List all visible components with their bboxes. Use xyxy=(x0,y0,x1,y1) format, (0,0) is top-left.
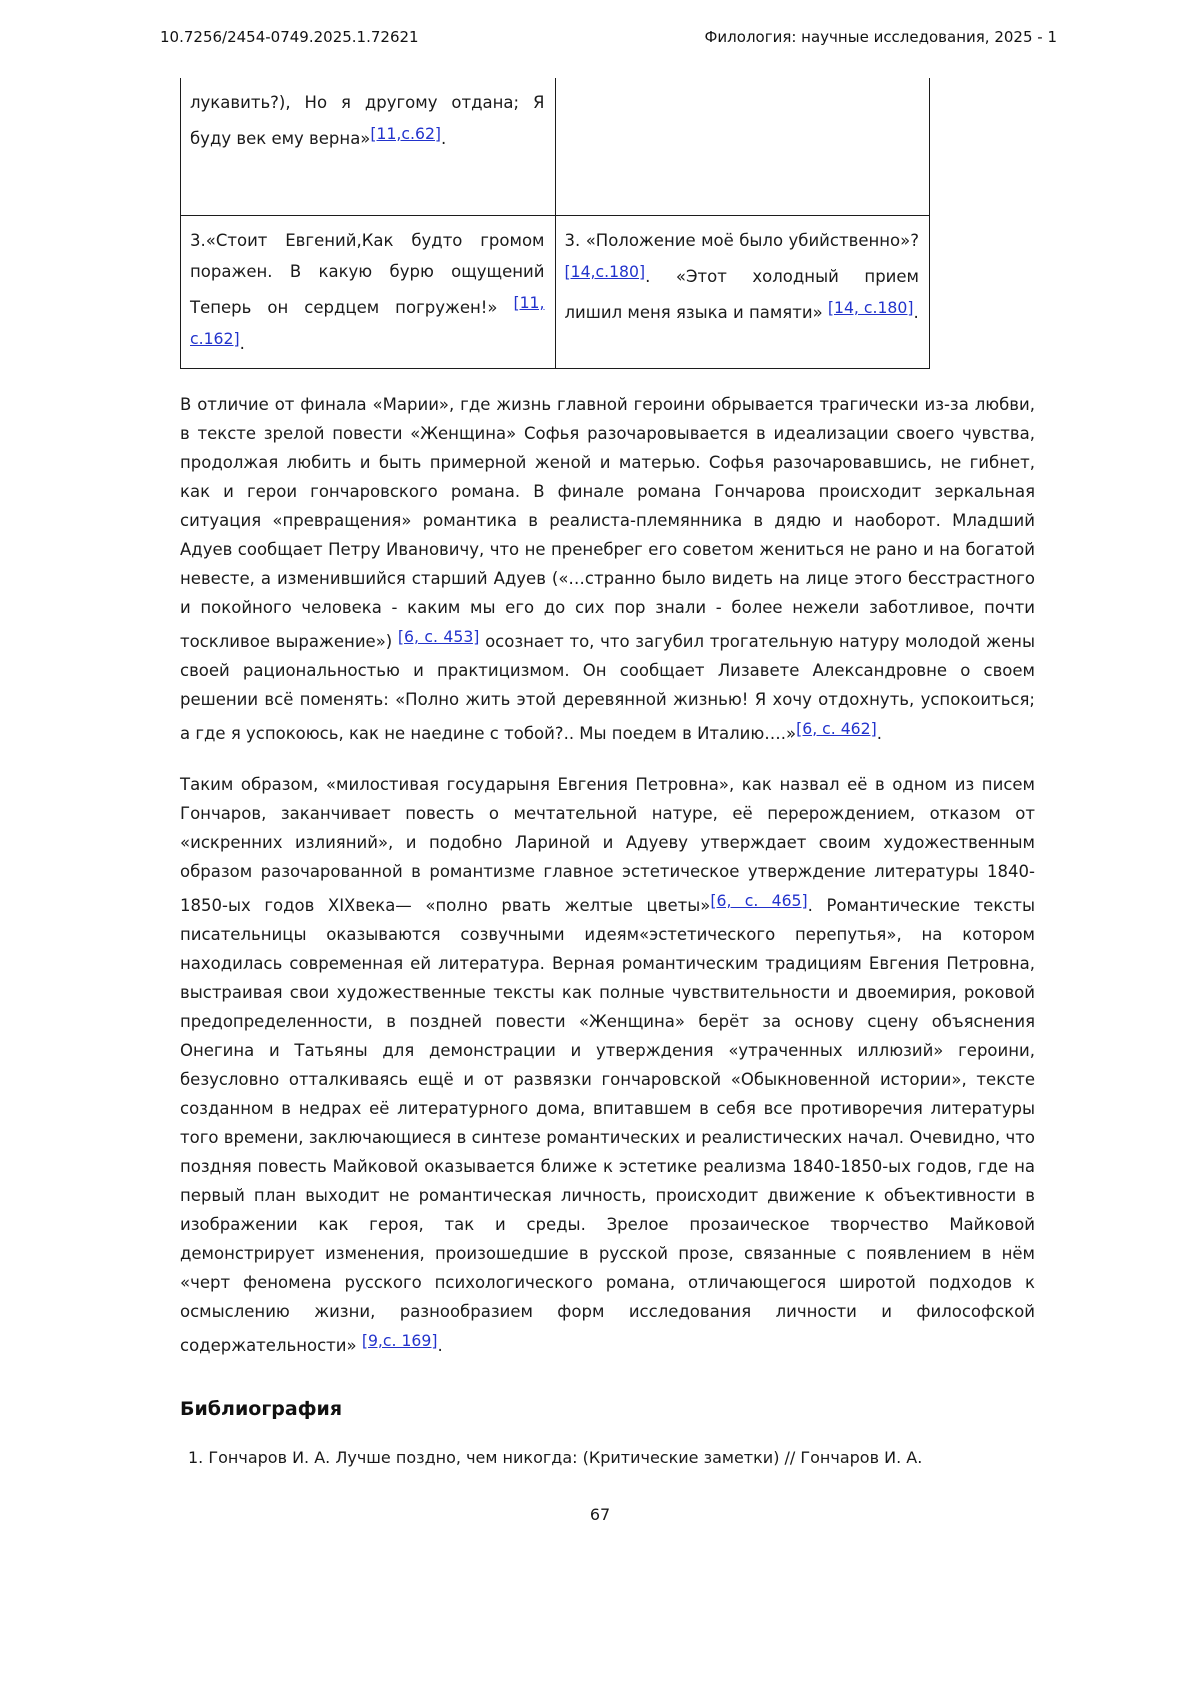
body-paragraph xyxy=(180,770,1035,1360)
text-run: . xyxy=(441,129,447,148)
doi-text: 10.7256/2454-0749.2025.1.72621 xyxy=(160,28,419,46)
citation-link[interactable]: [6, с. 453] xyxy=(397,626,480,646)
page-number: 67 xyxy=(589,1505,611,1524)
text-run: осознает то, что загубил трогательную натуру молодой жены своей рациональностью и практицизмом. Он сообщает Лизавете Александровне о своем решении всё поменять: «Полно жить этой деревянной жизнью! Я хочу отдохнуть, успокоиться; а где я успокоюсь, как не наедине с тобой?.. Мы поедем в Италию….» xyxy=(180,631,1035,743)
table-row xyxy=(181,78,930,215)
text-run: . xyxy=(437,1335,443,1355)
text-run: 3.«Стоит Евгений,Как будто громом поражен. В какую бурю ощущений Теперь он сердцем погружен!» xyxy=(190,230,545,317)
body-paragraph xyxy=(180,390,1035,748)
text-run: . xyxy=(913,302,919,322)
citation-link[interactable]: [14,с.180] xyxy=(564,261,646,281)
citation-link[interactable]: [11, с.162] xyxy=(190,292,545,348)
text-run: . xyxy=(876,723,882,743)
table-cell-left xyxy=(181,78,556,215)
page-header xyxy=(160,28,1057,46)
page-content xyxy=(180,78,1035,1470)
citation-link[interactable]: [9,с. 169] xyxy=(361,1330,438,1350)
text-run: . «Этот холодный прием лишил меня языка и памяти» xyxy=(564,266,919,322)
text-run: 3. «Положение моё было убийственно»? xyxy=(564,230,919,250)
text-run: В отличие от финала «Марии», где жизнь главной героини обрывается трагически из-за любви, в тексте зрелой повести «Женщина» Софья разочаровывается в идеализации своего чувства, продолжая любить и быть примерной женой и матерью. Софья разочаровавшись, не гибнет, как и герои гончаровского романа. В финале романа Гончарова происходит зеркальная ситуация «превращения» романтика в реалиста-племянника в дядю и наоборот. Младший Адуев сообщает Петру Ивановичу, что не пренебрег его советом жениться не рано и на богатой невесте, а изменившийся старший Адуев («…странно было видеть на лице этого бесстрастного и покойного человека - каким мы его до сих пор знали - более нежели заботливое, почти тоскливое выражение») xyxy=(180,394,1035,651)
citation-link[interactable]: [11,с.62] xyxy=(370,124,442,143)
citation-link[interactable]: [6, с. 465] xyxy=(710,890,808,910)
table-cell-right xyxy=(555,215,930,368)
text-run: . xyxy=(239,333,245,353)
table-row xyxy=(181,215,930,368)
quotes-comparison-table xyxy=(180,78,930,369)
citation-link[interactable]: [6, с. 462] xyxy=(796,718,877,738)
table-cell-right xyxy=(555,78,930,215)
bibliography-heading: Библиография xyxy=(180,1397,343,1420)
bibliography-item: 1. Гончаров И. А. Лучше поздно, чем никогда: (Критические заметки) // Гончаров И. А. xyxy=(188,1447,923,1467)
page-footer xyxy=(0,1505,1200,1524)
journal-title: Филология: научные исследования, 2025 - 1 xyxy=(704,28,1057,46)
text-run: лукавить?), Но я другому отдана; Я буду век ему верна» xyxy=(190,93,545,148)
text-run: Таким образом, «милостивая государыня Евгения Петровна», как назвал её в одном из писем Гончаров, заканчивает повесть о мечтательной натуре, её перерождением, отказом от «искренних излияний», и подобно Лариной и Адуеву утверждает своим художественным образом разочарованной в романтизме главное эстетическое утверждение литературы 1840-1850-ых годов XIXвека— «полно рвать желтые цветы» xyxy=(180,774,1035,915)
citation-link[interactable]: [14, с.180] xyxy=(827,297,914,317)
table-cell-left xyxy=(181,215,556,368)
text-run: . Романтические тексты писательницы оказываются созвучными идеям«эстетического перепутья», на котором находилась современная ей литература. Верная романтическим традициям Евгения Петровна, выстраивая свои художественные тексты как полные чувствительности и двоемирия, роковой предопределенности, в поздней повести «Женщина» берёт за основу сцену объяснения Онегина и Татьяны для демонстрации и утверждения «утраченных иллюзий» героини, безусловно отталкиваясь ещё и от развязки гончаровской «Обыкновенной истории», тексте созданном в недрах её литературного дома, впитавшем в себя все противоречия литературы того времени, заключающиеся в синтезе романтических и реалистических начал. Очевидно, что поздняя повесть Майковой оказывается ближе к эстетике реализма 1840-1850-ых годов, где на первый план выходит не романтическая личность, происходит движение к объективности в изображении как героя, так и среды. Зрелое прозаическое творчество Майковой демонстрирует изменения, произошедшие в русской прозе, связанные с появлением в нём «черт феномена русского психологического романа, отличающегося широтой подходов к осмыслению жизни, разнообразием форм исследования личности и философской содержательности» xyxy=(180,895,1036,1355)
